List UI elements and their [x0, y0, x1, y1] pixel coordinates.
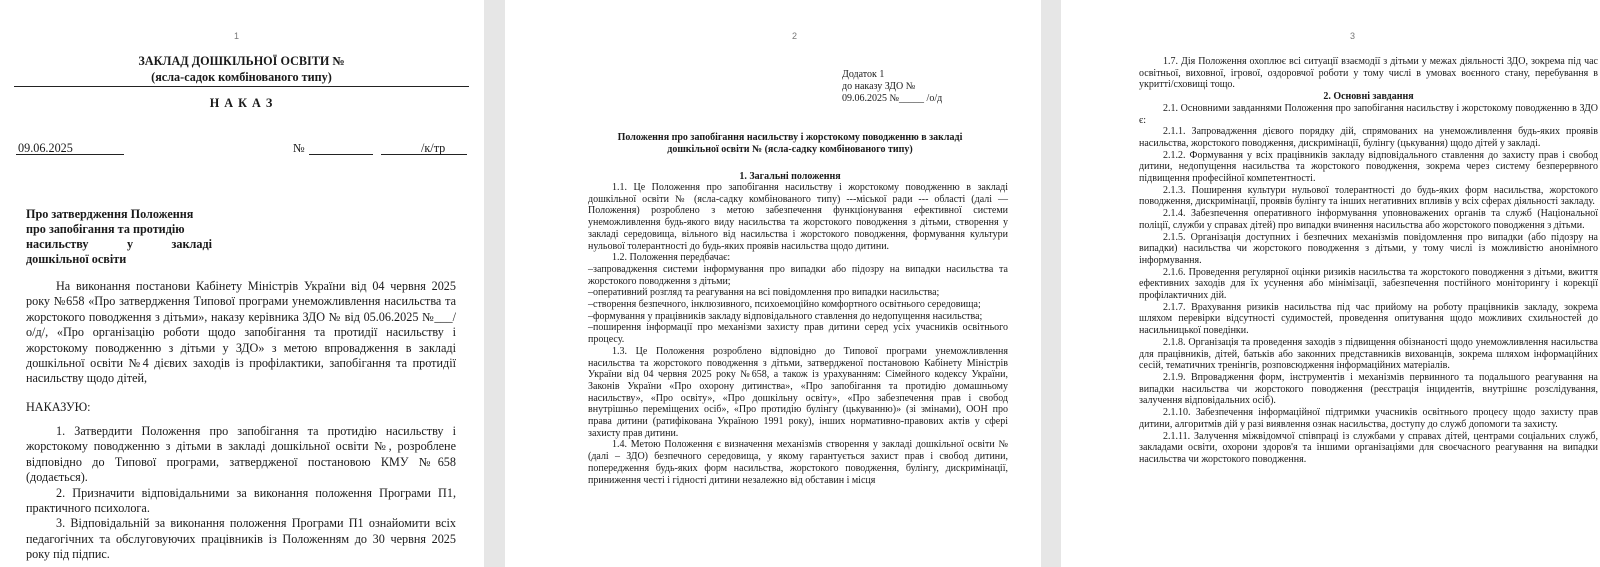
number-underline [309, 154, 373, 155]
order-word: НАКАЗУЮ: [26, 400, 91, 414]
bullet-item: –оперативний розгляд та реагування на всі повідомлення про випадки насильства; [588, 287, 940, 299]
page-3-body [1139, 56, 1598, 466]
task-item: 2.1.9. Впровадження форм, інструментів і механізмів первинного та подальшого реагування на випадки насильства чи жорстокого поводження (реєстрація інцидентів, внутрішнє розслідування, залучення відповідальних осіб). [1139, 371, 1598, 407]
task-item: 2.1.7. Врахування ризиків насильства під час прийому на роботу працівників закладу, зокрема шляхом перевірки відсутності судимостей, проведення опитування щодо можливих схильностей до насильницької поведінки. [1139, 301, 1598, 337]
task-item: 2.1.1. Запровадження дієвого порядку дій, спрямованих на унеможливлення будь-яких проявів насильства, жорстокого поводження, дискримінації, булінгу (цькування) щодо дітей у закладі. [1139, 126, 1598, 149]
order-items [26, 424, 456, 563]
document-page-1 [0, 0, 484, 567]
task-item: 2.1.4. Забезпечення оперативного інформування уповноважених органів та служб (Національної поліції, служби у справах дітей) про випадки вчинення насильства або жорстокого поводження з дітьми. [1139, 208, 1598, 231]
header-rule [14, 86, 469, 87]
subject-line: Про затвердження Положення [26, 207, 194, 221]
bullet-item: –запровадження системи інформування про випадки або підозру на випадки насильства та жорстокого поводження з дітьми; [588, 263, 1008, 287]
regulation-title [575, 132, 1005, 157]
task-item: 2.1.6. Проведення регулярної оцінки ризиків насильства та жорстокого поводження з дітьми, вжиття ефективних заходів для їх усунення або мінімізації, забезпечення постійного моніторингу і корекції профілактичних дій. [1139, 266, 1598, 302]
preamble: На виконання постанови Кабінету Міністрів України від 04 червня 2025 року №658 «Про затвердження Типової програми унеможливлення насильства та жорстокого поводження з дітьми», наказу керівника ЗДО № від 05.06.2025 №___/о/д/, «Про організацію роботи щодо запобігання та протидії насильству і жорстокому поводженню з дітьми у ЗДО» з метою впровадження в закладі дошкільної освіти №4 дієвих заходів із профілактики, запобігання та протидії насильству щодо дітей, [26, 279, 456, 386]
order-item: 2. Призначити відповідальними за виконання положення Програми П1, практичного психолога. [26, 485, 456, 516]
task-item: 2.1.5. Організація доступних і безпечних механізмів повідомлення про випадки (або підозру на випадки) насильства чи жорстокого поводження з дітьми, у тому числі із можливістю анонімного інформування. [1139, 231, 1598, 266]
bullet-item: –формування у працівників закладу відповідального ставлення до недопущення насильства; [588, 310, 983, 322]
task-item: 2.1.2. Формування у всіх працівників закладу відповідального ставлення до захисту прав і свобод дитини, недопущення насильства та жорстокого поводження, зокрема через систему безперервного підвищення професійної компетентності. [1139, 149, 1598, 185]
order-number-suffix: /к/тр [421, 141, 446, 155]
paragraph-1-3: 1.3. Це Положення розроблено відповідно до Типової програми унеможливлення насильства та жорстокого поводження з дітьми, затвердженої постановою Кабінету Міністрів України від 04 червня 2025 року №658, а також із урахуванням: Сімейного кодексу України, Законів України «Про охорону дитинства», «Про запобігання та протидію домашньому насильству», «Про освіту», «Про дошкільну освіту», «Про забезпечення прав і свобод внутрішньо переміщених осіб», «Про протидію булінгу (цькуванню)» (зі змінами), ООН про права дитини (ратифікована Україною 1991 року), інших нормативно-правових актів у сфері захисту прав дитини. [588, 345, 1008, 439]
paragraph-2-1: 2.1. Основними завданнями Положення про запобігання насильству і жорстокому поводженню в ЗДО є: [1139, 102, 1598, 126]
subject-line: про запобігання та протидію [26, 222, 185, 236]
subject-line: насильству у закладі [26, 237, 212, 251]
task-item: 2.1.11. Залучення міжвідомчої співпраці із службами у справах дітей, центрами соціальних служб, закладами освіти, охорони здоров'я та іншими організаціями для своєчасного реагування на випадки насильства чи жорстокого поводження. [1139, 430, 1598, 465]
order-date: 09.06.2025 [18, 141, 73, 155]
document-page-2 [505, 0, 1041, 567]
subject-line: дошкільної освіти [26, 252, 127, 266]
task-item: 2.1.3. Поширення культури нульової толерантності до будь-яких форм насильства, жорстокого поводження, дискримінації, проявів булінгу та інших негативних впливів у всіх сферах діяльності закладу. [1139, 184, 1598, 208]
date-underline [16, 154, 124, 155]
bullet-item: –поширення інформації про механізми захисту прав дитини серед усіх учасників освітнього процесу. [588, 322, 1008, 346]
annex-block [842, 69, 942, 106]
paragraph-1-1: 1.1. Це Положення про запобігання насильству і жорстокому поводженню в закладі дошкільної освіти № (ясла-садку комбінованого типу) ---міської ради --- області (далі — Положення) розроблено з метою забезпечення функціонування ефективної системи унеможливлення будь-якого виду насильства та жорстокого поводження з дітьми, створення у закладі середовища, вільного від насильства і жорстокого поводження, формування культури нульової толерантності до будь-яких проявів насильства щодо дитини. [588, 182, 1008, 252]
paragraph-1-7: 1.7. Дія Положення охоплює всі ситуації взаємодії з дітьми у межах діяльності ЗДО, зокрема під час освітньої, виховної, ігрової, оздоровчої роботи у тому числі в умовах воєнного стану, перебування в укритті/сховищі тощо. [1139, 56, 1598, 91]
order-item: 1. Затвердити Положення про запобігання та протидію насильству і жорстокому поводженню з дітьми в закладі дошкільної освіти №, розроблене відповідно до Типової програми, затвердженої постановою КМУ №658 (додається). [26, 424, 456, 485]
section-1-body [588, 182, 1008, 486]
task-item: 2.1.8. Організація та проведення заходів з підвищення обізнаності щодо унеможливлення насильства для працівників, дітей, батьків або законних представників вихованців, зокрема шляхом інформаційних сесій, тематичних тренінгів, розповсюдження інформаційних матеріалів. [1139, 336, 1598, 372]
bullet-item: –створення безпечного, інклюзивного, психоемоційно комфортного освітнього середовища; [588, 299, 981, 311]
order-item: 3. Відповідальній за виконання положення Програми П1 ознайомити всіх педагогічних та обслуговуючих працівників із Положенням до 30 червня 2025 року під підпис. [26, 516, 456, 562]
doc-type: Н А К А З [209, 96, 274, 110]
title-line: Положення про запобігання насильству і жорстокому поводженню в закладі [617, 132, 963, 143]
annex-line: до наказу ЗДО № [842, 81, 916, 93]
order-subject [26, 207, 212, 267]
task-item: 2.1.10. Забезпечення інформаційної підтримки учасників освітнього процесу щодо захисту прав дитини, алгоритмів дій у разі виявлення ознак насильства, доступу до служб допомоги та захисту. [1139, 407, 1598, 430]
annex-line: Додаток 1 [842, 69, 885, 80]
org-subtitle: (ясла-садок комбінованого типу) [151, 70, 332, 84]
section-1-heading: 1. Загальні положення [739, 171, 841, 182]
annex-line: 09.06.2025 №_____ /о/д [842, 93, 943, 105]
org-title: ЗАКЛАД ДОШКІЛЬНОЇ ОСВІТИ № [138, 54, 345, 68]
document-page-3 [1061, 0, 1600, 567]
title-line: дошкільної освіти № (ясла-садку комбінованого типу) [667, 144, 913, 156]
paragraph-1-4: 1.4. Метою Положення є визначення механізмів створення у закладі дошкільної освіти № (далі – ЗДО) безпечного середовища, у якому гарантується захист прав і свобод дитини, попередження будь-яких форм насильства, жорстокого поводження, булінгу, дискримінації, приниження честі і гідності дитини незалежно від обставин і місця [588, 439, 1008, 486]
page-number: 2 [792, 31, 798, 41]
page-number: 1 [234, 31, 240, 41]
page-number: 3 [1350, 31, 1356, 41]
paragraph-1-2: 1.2. Положення передбачає: [612, 252, 731, 264]
order-number-label: № [293, 141, 305, 155]
section-2-heading: 2. Основні завдання [1323, 91, 1414, 103]
